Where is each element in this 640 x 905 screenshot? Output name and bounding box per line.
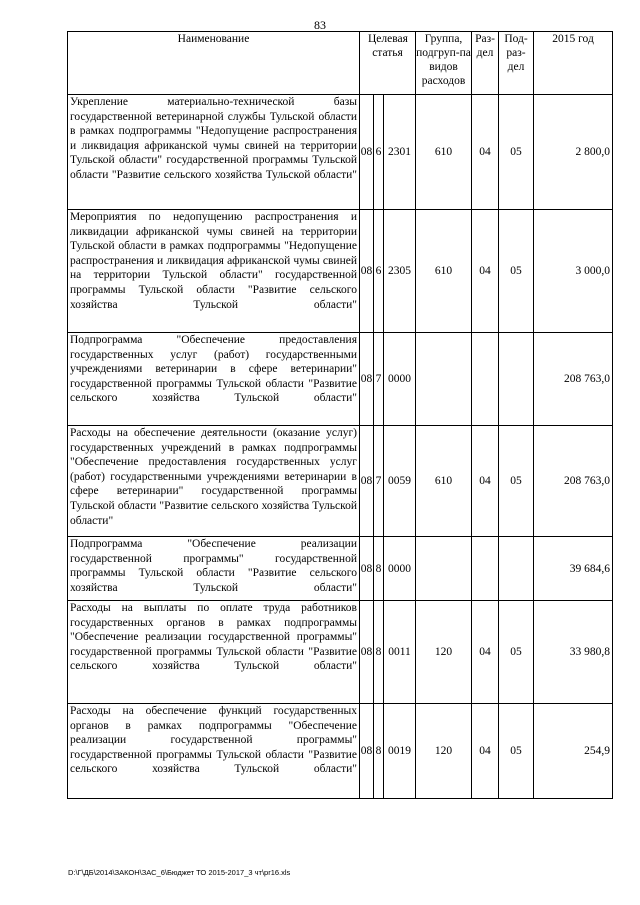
table-row [68,537,613,601]
row-article-program: 08 [360,95,374,210]
row-name: Мероприятия по недопущению распространения и ликвидации африканской чумы свиней на территории Тульской области в рамках подпрограммы "Недопущение распространения и ликвидация африканской чумы свиней на территории Тульской области" государственной программы Тульской области "Развитие сельского хозяйства Тульской области" [68,210,360,333]
row-name: Расходы на обеспечение функций государственных органов в рамках подпрограммы "Обеспечение реализации государственной программы" государственной программы Тульской области "Развитие сельского хозяйства Тульской области" [68,704,360,799]
row-article-subprogram: 6 [374,95,384,210]
row-article-subprogram: 7 [374,426,384,537]
row-section: 04 [472,426,499,537]
row-article-subprogram: 8 [374,704,384,799]
row-name: Подпрограмма "Обеспечение предоставления государственных услуг (работ) государственными учреждениями ветеринарии в сфере ветеринарии" государственной программы Тульской области "Развитие сельского хозяйства Тульской области" [68,333,360,426]
row-group [416,333,472,426]
row-article-program: 08 [360,704,374,799]
row-subsection [499,333,534,426]
row-subsection: 05 [499,95,534,210]
file-path-footer: D:\Г\ДБ\2014\ЗАКОН\ЗАС_6\Бюджет ТО 2015-2017_3 чт\pr16.xls [68,868,291,877]
header-group: Группа, подгруп-па видов расходов [416,32,472,95]
row-section: 04 [472,601,499,704]
row-group: 120 [416,704,472,799]
row-article-subprogram: 8 [374,601,384,704]
row-name: Подпрограмма "Обеспечение реализации государственной программы" государственной программы Тульской области "Развитие сельского хозяйства Тульской области" [68,537,360,601]
row-article-program: 08 [360,210,374,333]
budget-table [67,31,613,799]
row-article-code: 2305 [384,210,416,333]
row-group: 610 [416,426,472,537]
row-amount: 254,9 [534,704,613,799]
page-number: 83 [314,18,326,32]
row-article-code: 0019 [384,704,416,799]
row-section: 04 [472,95,499,210]
row-article-program: 08 [360,537,374,601]
row-amount: 208 763,0 [534,426,613,537]
row-name: Расходы на обеспечение деятельности (оказание услуг) государственных учреждений в рамках подпрограммы "Обеспечение предоставления государственных услуг (работ) государственными учреждениями ветеринарии в сфере ветеринарии" государственной программы Тульской области "Развитие сельского хозяйства Тульской области" [68,426,360,537]
row-subsection: 05 [499,426,534,537]
table-row [68,601,613,704]
row-section [472,537,499,601]
row-article-program: 08 [360,333,374,426]
row-article-code: 0000 [384,537,416,601]
table-row [68,704,613,799]
row-name: Расходы на выплаты по оплате труда работников государственных органов в рамках подпрограммы "Обеспечение реализации государственной программы" государственной программы Тульской области "Развитие сельского хозяйства Тульской области" [68,601,360,704]
row-article-code: 2301 [384,95,416,210]
row-amount: 2 800,0 [534,95,613,210]
row-group: 610 [416,210,472,333]
row-group: 610 [416,95,472,210]
row-section: 04 [472,210,499,333]
row-amount: 39 684,6 [534,537,613,601]
row-article-code: 0011 [384,601,416,704]
row-section: 04 [472,704,499,799]
row-article-subprogram: 7 [374,333,384,426]
row-article-subprogram: 6 [374,210,384,333]
row-article-program: 08 [360,601,374,704]
header-section: Раз-дел [472,32,499,95]
row-name: Укрепление материально-технической базы государственной ветеринарной службы Тульской области в рамках подпрограммы "Недопущение распространения и ликвидация африканской чумы свиней на территории Тульской области" государственной программы Тульской области "Развитие сельского хозяйства Тульской области" [68,95,360,210]
header-name: Наименование [68,32,360,95]
row-article-code: 0000 [384,333,416,426]
row-subsection [499,537,534,601]
row-article-code: 0059 [384,426,416,537]
header-target-article: Целевая статья [360,32,416,95]
row-amount: 3 000,0 [534,210,613,333]
table-row [68,95,613,210]
row-article-program: 08 [360,426,374,537]
table-row [68,210,613,333]
row-subsection: 05 [499,704,534,799]
header-year: 2015 год [534,32,613,95]
table-row [68,426,613,537]
row-amount: 208 763,0 [534,333,613,426]
row-group: 120 [416,601,472,704]
row-article-subprogram: 8 [374,537,384,601]
row-amount: 33 980,8 [534,601,613,704]
header-subsection: Под-раз-дел [499,32,534,95]
row-subsection: 05 [499,210,534,333]
row-group [416,537,472,601]
table-row [68,333,613,426]
row-section [472,333,499,426]
row-subsection: 05 [499,601,534,704]
